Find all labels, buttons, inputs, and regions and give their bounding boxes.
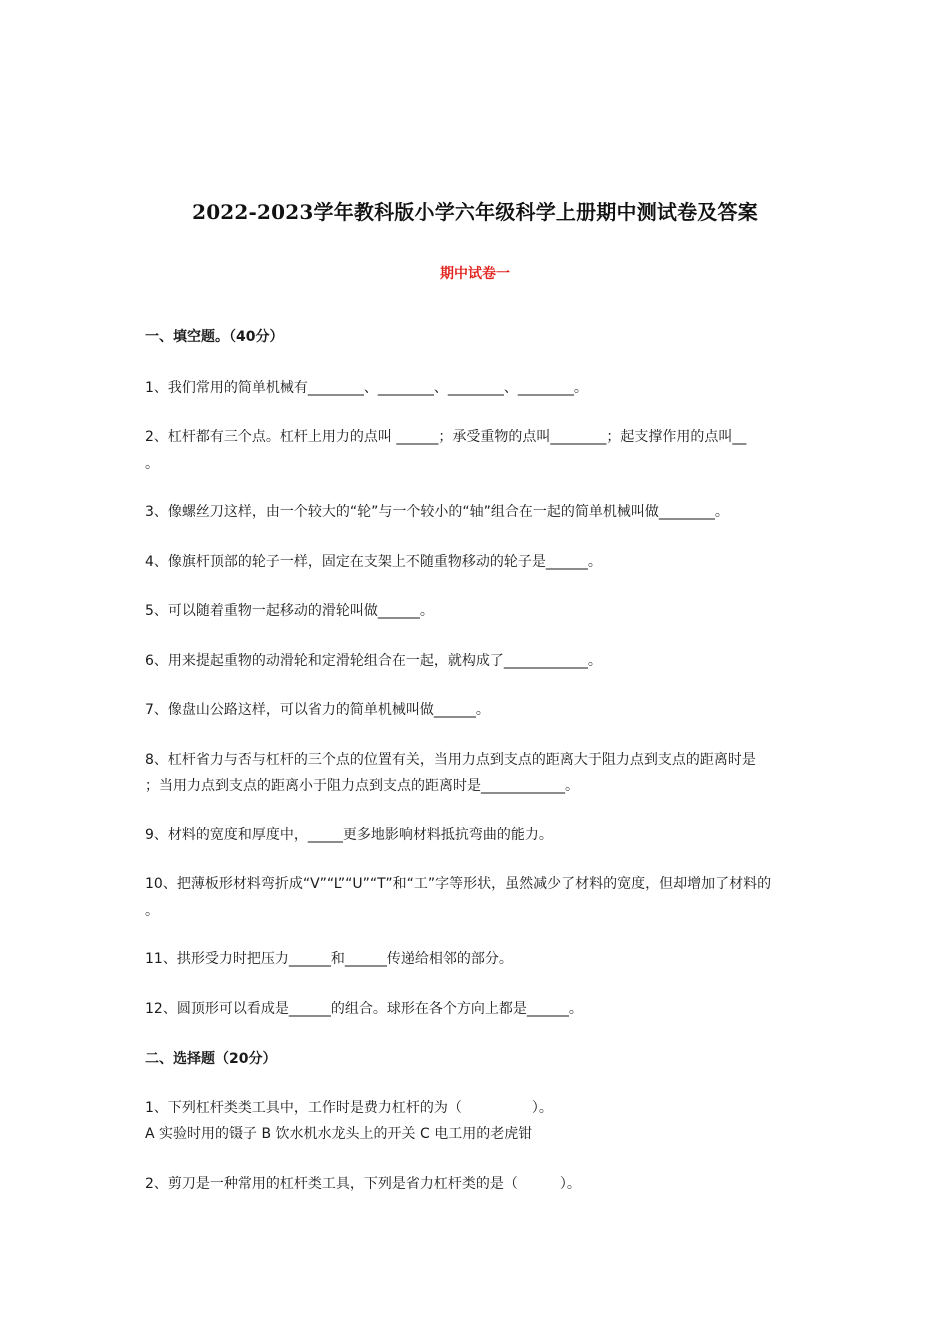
question-11: 11、拱形受力时把压力______和______传递给相邻的部分。 bbox=[145, 951, 513, 967]
question-2-line-2: 。 bbox=[145, 456, 159, 472]
question-4: 4、像旗杆顶部的轮子一样，固定在支架上不随重物移动的轮子是______。 bbox=[145, 554, 602, 570]
question-8-line-2: ；当用力点到支点的距离小于阻力点到支点的距离时是____________。 bbox=[145, 778, 579, 794]
section-heading-choice: 二、选择题（20分） bbox=[145, 1051, 277, 1067]
question-10-line-2: 。 bbox=[145, 903, 159, 919]
exam-subtitle: 期中试卷一 bbox=[440, 266, 510, 282]
question-12: 12、圆顶形可以看成是______的组合。球形在各个方向上都是______。 bbox=[145, 1001, 583, 1017]
question-8-line-1: 8、杠杆省力与否与杠杆的三个点的位置有关，当用力点到支点的距离大于阻力点到支点的距离时是 bbox=[145, 752, 756, 768]
choice-question-1-options: A 实验时用的镊子 B 饮水机水龙头上的开关 C 电工用的老虎钳 bbox=[145, 1126, 533, 1142]
choice-question-2: 2、剪刀是一种常用的杠杆类工具，下列是省力杠杆类的是（ ）。 bbox=[145, 1176, 581, 1192]
document-title: 2022-2023学年教科版小学六年级科学上册期中测试卷及答案 bbox=[192, 200, 758, 224]
question-2-line-1: 2、杠杆都有三个点。杠杆上用力的点叫 ______；承受重物的点叫________；起支撑作用的点叫__ bbox=[145, 429, 747, 445]
question-6: 6、用来提起重物的动滑轮和定滑轮组合在一起，就构成了____________。 bbox=[145, 653, 602, 669]
question-7: 7、像盘山公路这样，可以省力的简单机械叫做______。 bbox=[145, 702, 490, 718]
question-1: 1、我们常用的简单机械有________、________、________、________。 bbox=[145, 380, 588, 396]
question-9: 9、材料的宽度和厚度中，_____更多地影响材料抵抗弯曲的能力。 bbox=[145, 827, 553, 843]
question-10-line-1: 10、把薄板形材料弯折成“V”“L”“U”“T”和“工”字等形状，虽然减少了材料的宽度，但却增加了材料的 bbox=[145, 876, 772, 892]
section-heading-fill-in: 一、填空题。（40分） bbox=[145, 329, 284, 345]
question-3: 3、像螺丝刀这样，由一个较大的“轮”与一个较小的“轴”组合在一起的简单机械叫做________。 bbox=[145, 504, 729, 520]
choice-question-1: 1、下列杠杆类类工具中，工作时是费力杠杆的为（ ）。 bbox=[145, 1100, 553, 1116]
question-5: 5、可以随着重物一起移动的滑轮叫做______。 bbox=[145, 603, 434, 619]
